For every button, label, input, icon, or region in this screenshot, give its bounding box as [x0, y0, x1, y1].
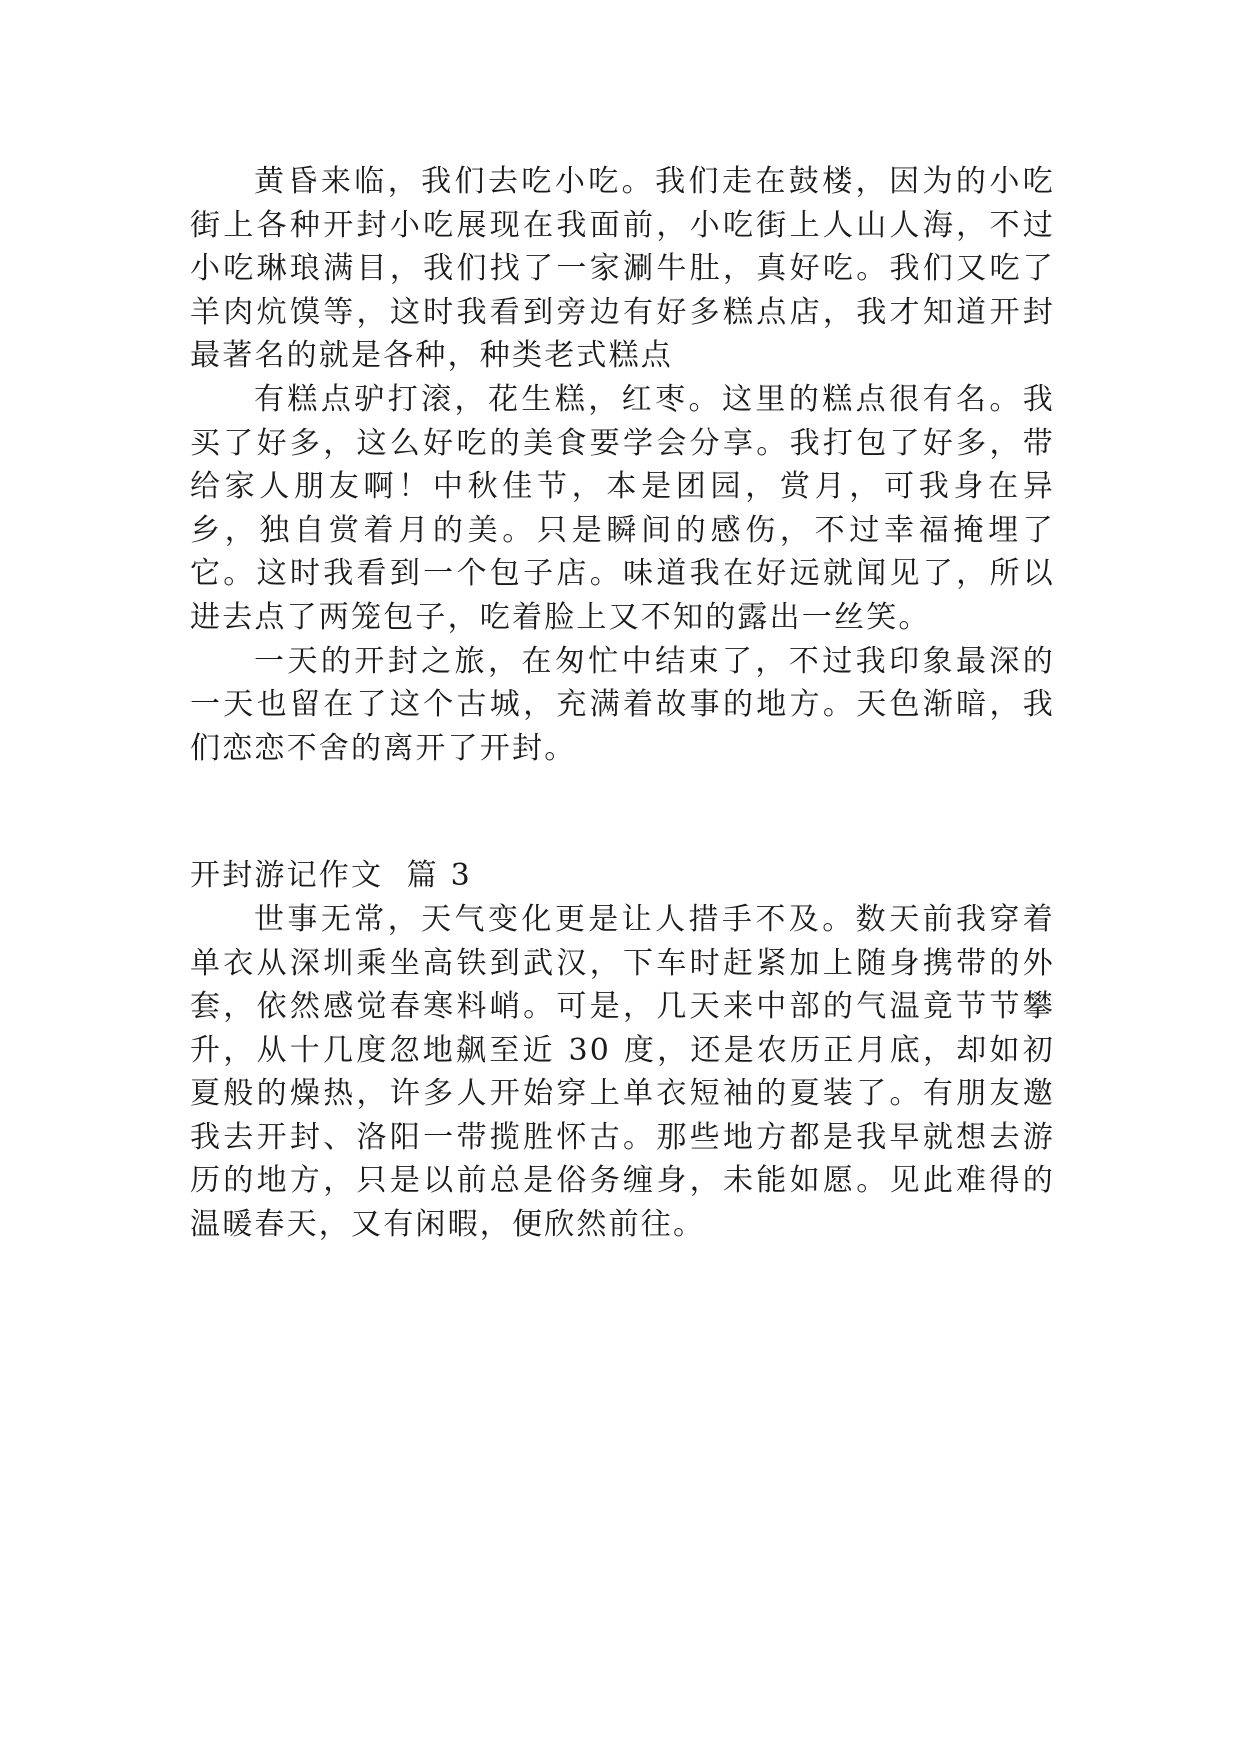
document-body: [190, 160, 1055, 1247]
paragraph-snacks: 黄昏来临，我们去吃小吃。我们走在鼓楼，因为的小吃街上各种开封小吃展现在我面前，小吃街上人山人海，不过小吃琳琅满目，我们找了一家涮牛肚，真好吃。我们又吃了羊肉炕馍等，这时我看到旁边有好多糕点店，我才知道开封最著名的就是各种，种类老式糕点: [190, 164, 1055, 374]
paragraph-journey-end: 一天的开封之旅，在匆忙中结束了，不过我印象最深的一天也留在了这个古城，充满着故事的地方。天色渐暗，我们恋恋不舍的离开了开封。: [190, 643, 1055, 766]
section-title: 开封游记作文 篇 3: [190, 858, 472, 894]
paragraph-weather: 世事无常，天气变化更是让人措手不及。数天前我穿着单衣从深圳乘坐高铁到武汉，下车时赶紧加上随身携带的外套，依然感觉春寒料峭。可是，几天来中部的气温竟节节攀升，从十几度忽地飙至近 30 度，还是农历正月底，却如初夏般的燥热，许多人开始穿上单衣短袖的夏装了。有朋友邀我去开封、洛阳一带揽胜怀古。那些地方都是我早就想去游历的地方，只是以前总是俗务缠身，未能如愿。见此难得的温暖春天，又有闲暇，便欣然前往。: [190, 901, 1055, 1243]
paragraph-pastries: 有糕点驴打滚，花生糕，红枣。这里的糕点很有名。我买了好多，这么好吃的美食要学会分享。我打包了好多，带给家人朋友啊！中秋佳节，本是团园，赏月，可我身在异乡，独自赏着月的美。只是瞬间的感伤，不过幸福掩埋了它。这时我看到一个包子店。味道我在好远就闻见了，所以进去点了两笼包子，吃着脸上又不知的露出一丝笑。: [190, 381, 1055, 635]
